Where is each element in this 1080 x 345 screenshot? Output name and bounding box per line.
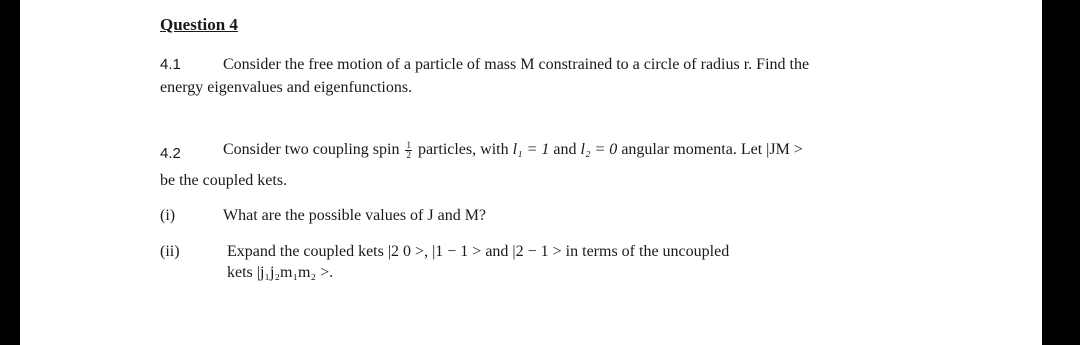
question-4-2-text-b: particles, with [417, 141, 509, 159]
one-half-fraction [405, 141, 412, 160]
fraction-numerator: 1 [406, 140, 411, 150]
question-4-1-line-2: energy eigenvalues and eigenfunctions. [160, 79, 413, 96]
fraction-denominator: 2 [406, 150, 411, 160]
question-4-2-number: 4.2 [160, 145, 181, 162]
question-4-2-line-1 [223, 141, 803, 160]
part-ii-label: (ii) [160, 243, 180, 260]
part-i-label: (i) [160, 207, 176, 224]
question-heading: Question 4 [160, 15, 238, 34]
question-4-1-line-1: Consider the free motion of a particle of mass M constrained to a circle of radius r. Find the [223, 56, 810, 73]
document-page [20, 0, 1042, 345]
l1-value: l₁ = 1 [512, 141, 550, 159]
question-4-2-text-c: angular momenta. Let |JM > [621, 141, 803, 159]
and-word: and [553, 141, 577, 159]
question-4-2-text-a: Consider two coupling spin [223, 141, 400, 159]
part-i-text: What are the possible values of J and M? [223, 207, 487, 224]
part-ii-line-2: kets |j₁j₂m₁m₂ >. [227, 264, 334, 281]
question-4-2-line-2: be the coupled kets. [160, 172, 288, 189]
part-ii-line-1: Expand the coupled kets |2 0 >, |1 − 1 > and |2 − 1 > in terms of the uncoupled [227, 243, 730, 260]
l2-value: l₂ = 0 [580, 141, 618, 159]
question-4-1-number: 4.1 [160, 56, 181, 73]
